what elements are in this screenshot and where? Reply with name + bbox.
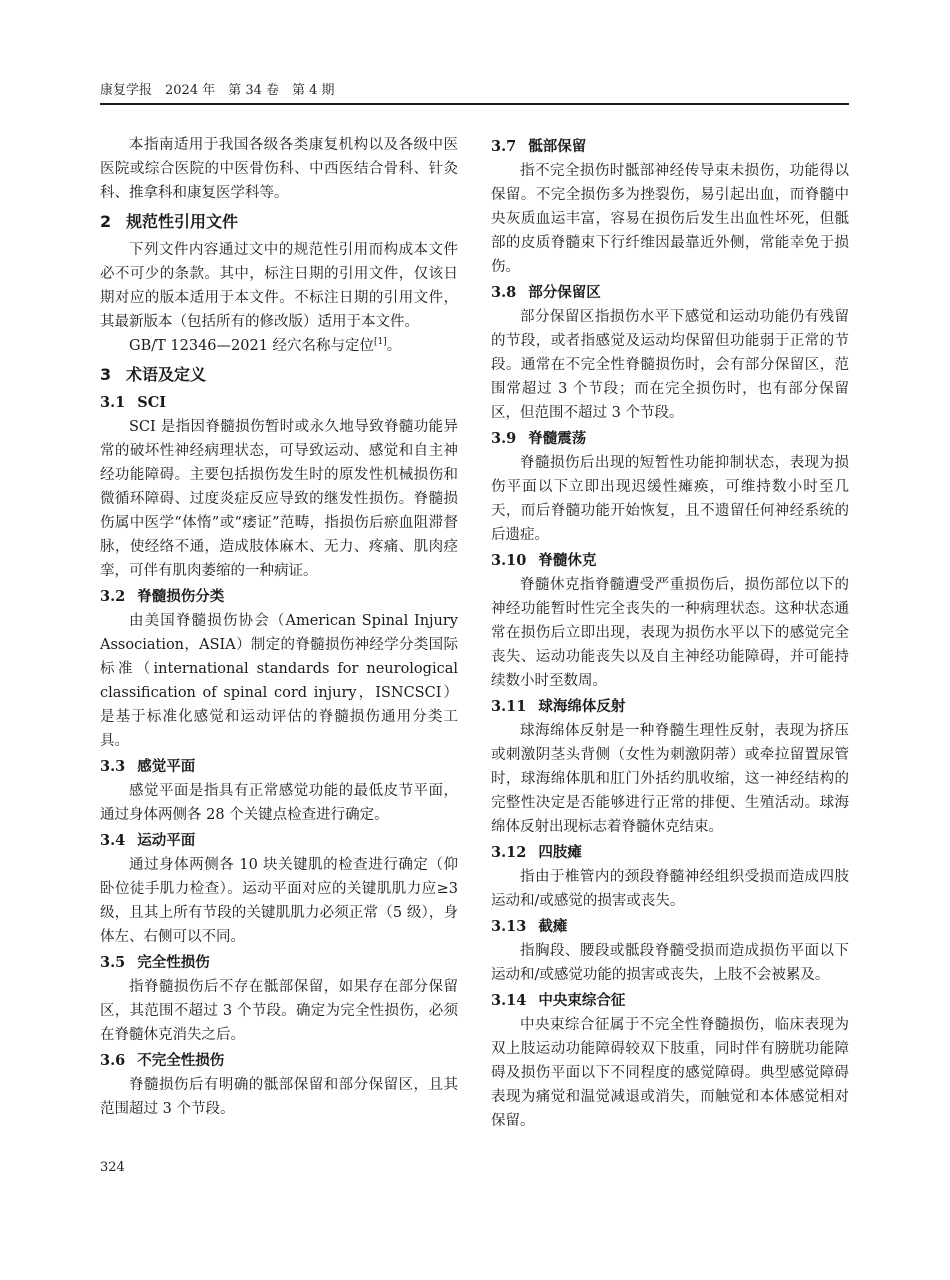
- subsection-3-8-heading: [491, 281, 849, 305]
- subsection-3-5-heading: [100, 951, 458, 975]
- subsection-number: 3.1: [100, 394, 126, 411]
- subsection-3-6-paragraph: 脊髓损伤后有明确的骶部保留和部分保留区，且其范围超过 3 个节段。: [100, 1077, 458, 1117]
- subsection-title: 中央束综合征: [538, 992, 626, 1009]
- header-rule: [100, 103, 849, 105]
- subsection-3-11-heading: [491, 695, 849, 719]
- subsection-number: 3.3: [100, 758, 126, 775]
- subsection-number: 3.7: [491, 138, 517, 155]
- section-2-paragraph-2: [100, 334, 458, 358]
- subsection-number: 3.11: [491, 698, 527, 715]
- running-header: 康复学报 2024 年 第 34 卷 第 4 期: [100, 83, 335, 98]
- subsection-title: 截瘫: [538, 918, 568, 935]
- citation-marker: [1]: [374, 337, 387, 348]
- subsection-3-7-paragraph: 指不完全损伤时骶部神经传导束未损伤，功能得以保留。不完全损伤多为挫裂伤，易引起出血，而脊髓中央灰质血运丰富，容易在损伤后发生出血性坏死，但骶部的皮质脊髓束下行纤维因最靠近外侧，常能幸免于损伤。: [491, 163, 849, 275]
- section-title: 规范性引用文件: [126, 212, 239, 231]
- subsection-3-9-paragraph: 脊髓损伤后出现的短暂性功能抑制状态，表现为损伤平面以下立即出现迟缓性瘫痪，可维持数小时至几天，而后脊髓功能开始恢复，且不遗留任何神经系统的后遗症。: [491, 455, 849, 543]
- subsection-number: 3.9: [491, 430, 517, 447]
- section-2-paragraph-1: 下列文件内容通过文中的规范性引用而构成本文件必不可少的条款。其中，标注日期的引用文件，仅该日期对应的版本适用于本文件。不标注日期的引用文件，其最新版本（包括所有的修改版）适用于本文件。: [100, 242, 458, 330]
- subsection-3-9-heading: [491, 427, 849, 451]
- subsection-3-1-paragraph: SCI 是指因脊髓损伤暂时或永久地导致脊髓功能异常的破坏性神经病理状态，可导致运动、感觉和自主神经功能障碍。主要包括损伤发生时的原发性机械损伤和微循环障碍、过度炎症反应导致的继发性损伤。脊髓损伤属中医学“体惰”或“痿证”范畴，指损伤后瘀血阻滞督脉，使经络不通，造成肢体麻木、无力、疼痛、肌肉痉挛，可伴有肌肉萎缩的一种病证。: [100, 419, 458, 579]
- subsection-number: 3.5: [100, 954, 126, 971]
- subsection-3-6-heading: [100, 1049, 458, 1073]
- subsection-title: 脊髓休克: [538, 552, 597, 569]
- section-3-heading: [100, 362, 458, 388]
- reference-text: GB/T 12346—2021 经穴名称与定位: [129, 338, 375, 354]
- subsection-3-8-paragraph: 部分保留区指损伤水平下感觉和运动功能仍有残留的节段，或者指感觉及运动均保留但功能弱于正常的节段。通常在不完全性脊髓损伤时，会有部分保留区，范围常超过 3 个节段；而在完全损伤时，也有部分保留区，但范围不超过 3 个节段。: [491, 309, 849, 421]
- subsection-title: 感觉平面: [137, 758, 196, 775]
- subsection-number: 3.12: [491, 844, 527, 861]
- subsection-3-3-paragraph: 感觉平面是指具有正常感觉功能的最低皮节平面，通过身体两侧各 28 个关键点检查进行确定。: [100, 783, 458, 823]
- subsection-3-11-paragraph: 球海绵体反射是一种脊髓生理性反射，表现为挤压或刺激阴茎头背侧（女性为刺激阴蒂）或牵拉留置尿管时，球海绵体肌和肛门外括约肌收缩，这一神经结构的完整性决定是否能够进行正常的排便、生殖活动。球海绵体反射出现标志着脊髓休克结束。: [491, 723, 849, 835]
- subsection-3-14-paragraph: 中央束综合征属于不完全性脊髓损伤，临床表现为双上肢运动功能障碍较双下肢重，同时伴有膀胱功能障碍及损伤平面以下不同程度的感觉障碍。典型感觉障碍表现为痛觉和温觉减退或消失，而触觉和本体感觉相对保留。: [491, 1017, 849, 1129]
- subsection-title: 部分保留区: [528, 284, 601, 301]
- subsection-3-2-heading: [100, 585, 458, 609]
- section-2-heading: [100, 209, 458, 235]
- subsection-3-7-heading: [491, 135, 849, 159]
- section-number: 3: [100, 365, 112, 384]
- subsection-number: 3.8: [491, 284, 517, 301]
- subsection-title: 脊髓震荡: [528, 430, 587, 447]
- left-column: [100, 133, 458, 1121]
- subsection-title: 完全性损伤: [137, 954, 210, 971]
- page-number: 324: [100, 1160, 125, 1175]
- subsection-title: 球海绵体反射: [538, 698, 626, 715]
- section-title: 术语及定义: [126, 365, 207, 384]
- subsection-3-10-paragraph: 脊髓休克指脊髓遭受严重损伤后，损伤部位以下的神经功能暂时性完全丧失的一种病理状态。这种状态通常在损伤后立即出现，表现为损伤水平以下的感觉完全丧失、运动功能丧失以及自主神经功能障碍，并可能持续数小时至数周。: [491, 577, 849, 689]
- subsection-3-4-heading: [100, 829, 458, 853]
- subsection-number: 3.10: [491, 552, 527, 569]
- subsection-title: 不完全性损伤: [137, 1052, 225, 1069]
- subsection-title: 运动平面: [137, 832, 196, 849]
- subsection-number: 3.14: [491, 992, 527, 1009]
- subsection-3-13-paragraph: 指胸段、腰段或骶段脊髓受损而造成损伤平面以下运动和/或感觉功能的损害或丧失，上肢不会被累及。: [491, 943, 849, 983]
- subsection-3-2-paragraph: 由美国脊髓损伤协会（American Spinal Injury Association，ASIA）制定的脊髓损伤神经学分类国际标准（international standards for neurological classification of spinal cord injury，ISNCSCI）是基于标准化感觉和运动评估的脊髓损伤通用分类工具。: [100, 613, 458, 749]
- subsection-3-13-heading: [491, 915, 849, 939]
- reference-end: 。: [386, 338, 402, 354]
- subsection-number: 3.13: [491, 918, 527, 935]
- subsection-number: 3.4: [100, 832, 126, 849]
- subsection-3-1-heading: [100, 391, 458, 415]
- subsection-3-5-paragraph: 指脊髓损伤后不存在骶部保留，如果存在部分保留区，其范围不超过 3 个节段。确定为完全性损伤，必须在脊髓休克消失之后。: [100, 979, 458, 1043]
- subsection-3-12-paragraph: 指由于椎管内的颈段脊髓神经组织受损而造成四肢运动和/或感觉的损害或丧失。: [491, 869, 849, 909]
- subsection-title: 四肢瘫: [538, 844, 582, 861]
- subsection-title: SCI: [137, 394, 167, 411]
- subsection-3-3-heading: [100, 755, 458, 779]
- section-number: 2: [100, 212, 112, 231]
- subsection-number: 3.2: [100, 588, 126, 605]
- right-column: [491, 133, 849, 1133]
- subsection-3-12-heading: [491, 841, 849, 865]
- subsection-3-10-heading: [491, 549, 849, 573]
- intro-paragraph: 本指南适用于我国各级各类康复机构以及各级中医医院或综合医院的中医骨伤科、中西医结合骨科、针灸科、推拿科和康复医学科等。: [100, 137, 458, 201]
- subsection-number: 3.6: [100, 1052, 126, 1069]
- subsection-title: 骶部保留: [528, 138, 587, 155]
- subsection-3-14-heading: [491, 989, 849, 1013]
- subsection-title: 脊髓损伤分类: [137, 588, 225, 605]
- subsection-3-4-paragraph: 通过身体两侧各 10 块关键肌的检查进行确定（仰卧位徒手肌力检查）。运动平面对应的关键肌肌力应≥3 级，且其上所有节段的关键肌肌力必须正常（5 级），身体左、右侧可以不同。: [100, 857, 458, 945]
